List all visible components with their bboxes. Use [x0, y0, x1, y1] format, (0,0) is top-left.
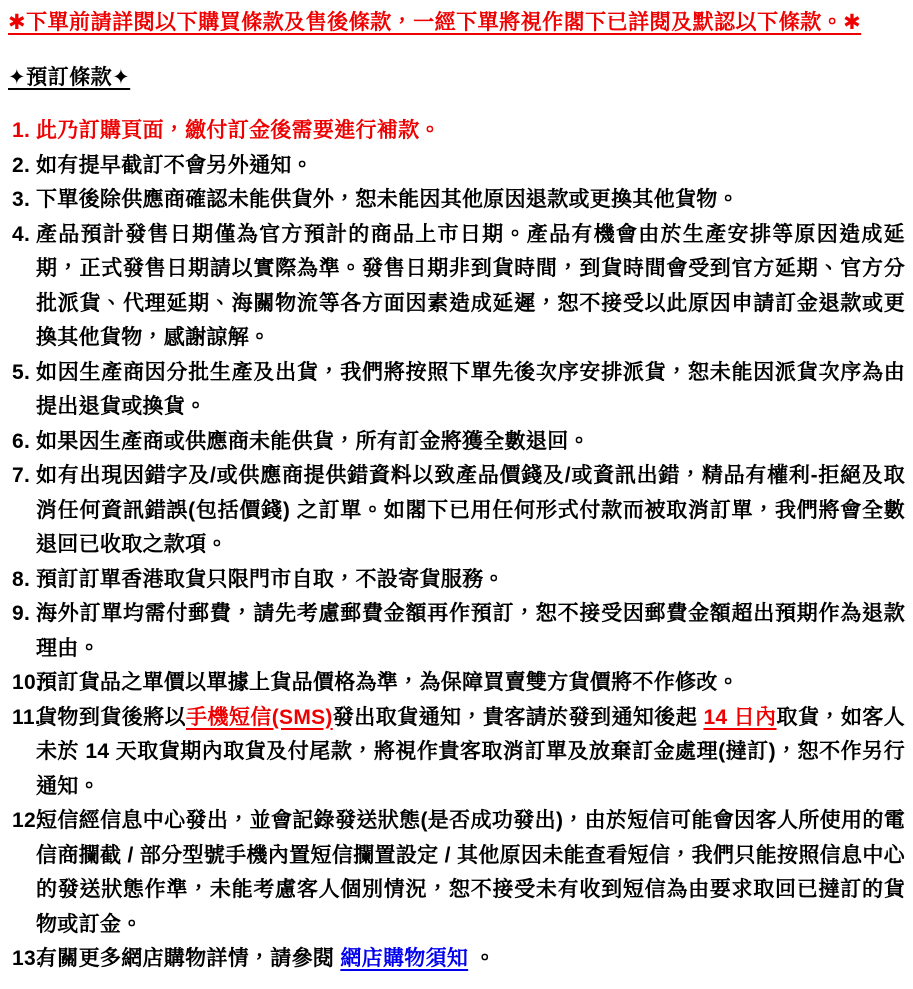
term-item	[8, 183, 905, 218]
term-text: 此乃訂購頁面，繳付訂金後需要進行補款。	[36, 119, 441, 142]
term-number: 13.	[12, 947, 43, 970]
term-text: 貨物到貨後將以	[36, 705, 187, 729]
store-shopping-notice-link[interactable]: 網店購物須知	[340, 947, 469, 970]
term-number: 4.	[12, 222, 31, 246]
term-number: 12.	[12, 809, 43, 832]
term-item	[8, 563, 905, 598]
term-number: 10.	[12, 671, 43, 694]
term-number: 6.	[12, 429, 31, 453]
term-text: 手機短信(SMS)	[186, 705, 333, 729]
term-number: 7.	[12, 464, 31, 487]
section-title-preorder-terms: ✦預訂條款✦	[8, 66, 131, 89]
term-item	[8, 942, 905, 977]
term-text: 。	[468, 947, 496, 970]
term-number: 5.	[12, 360, 31, 384]
terms-list	[8, 114, 905, 977]
term-item	[8, 597, 905, 666]
term-text: 預訂訂單香港取貨只限門市自取，不設寄貨服務。	[36, 567, 505, 591]
term-item	[8, 459, 905, 563]
term-text: 14 日內	[703, 705, 777, 729]
term-number: 2.	[12, 153, 31, 177]
term-number: 8.	[12, 567, 31, 591]
term-item	[8, 114, 905, 149]
term-text: 如因生產商因分批生產及出貨，我們將按照下單先後次序安排派貨，恕未能因派貨次序為由提出退貨或換貨。	[36, 360, 905, 418]
term-text: 如果因生產商或供應商未能供貨，所有訂金將獲全數退回。	[36, 429, 590, 453]
term-number: 11.	[12, 705, 41, 729]
pre-order-notice: ✱下單前請詳閱以下購買條款及售後條款，一經下單將視作閣下已詳閱及默認以下條款。✱	[8, 11, 862, 34]
term-text: 取貨，如客人未於 14 天取貨期內取貨及付尾款，將視作貴客取消訂單及放棄訂金處理(撻訂)，恕不作另行通知。	[36, 705, 905, 798]
term-number: 9.	[12, 602, 31, 625]
term-text: 如有出現因錯字及/或供應商提供錯資料以致產品價錢及/或資訊出錯，精品有權利-拒絕及取消任何資訊錯誤(包括價錢) 之訂單。如閣下已用任何形式付款而被取消訂單，我們將會全數退回已收取之款項。	[36, 464, 905, 556]
term-item	[8, 804, 905, 942]
term-item	[8, 425, 905, 460]
term-text: 預訂貨品之單價以單據上貨品價格為準，為保障買賣雙方貨價將不作修改。	[36, 671, 739, 694]
term-item	[8, 218, 905, 356]
term-number: 1.	[12, 119, 31, 142]
term-item	[8, 701, 905, 805]
term-text: 海外訂單均需付郵費，請先考慮郵費金額再作預訂，恕不接受因郵費金額超出預期作為退款理由。	[36, 602, 905, 660]
term-text: 下單後除供應商確認未能供貨外，恕未能因其他原因退款或更換其他貨物。	[36, 188, 739, 211]
term-number: 3.	[12, 188, 31, 211]
term-text: 如有提早截訂不會另外通知。	[36, 153, 313, 177]
term-item	[8, 149, 905, 184]
term-text: 有關更多網店購物詳情，請參閱	[36, 947, 341, 970]
term-item	[8, 666, 905, 701]
term-text: 發出取貨通知，貴客請於發到通知後起	[332, 705, 704, 729]
term-item	[8, 356, 905, 425]
term-text: 產品預計發售日期僅為官方預計的商品上市日期。產品有機會由於生產安排等原因造成延期，正式發售日期請以實際為準。發售日期非到貨時間，到貨時間會受到官方延期、官方分批派貨、代理延期、海關物流等各方面因素造成延遲，恕不接受以此原因申請訂金退款或更換其他貨物，感謝諒解。	[36, 222, 905, 349]
term-text: 短信經信息中心發出，並會記錄發送狀態(是否成功發出)，由於短信可能會因客人所使用的電信商攔截 / 部分型號手機內置短信攔置設定 / 其他原因未能查看短信，我們只能按照信息中心的發送狀態作準，未能考慮客人個別情況，恕不接受未有收到短信為由要求取回已撻訂的貨物或訂金。	[36, 809, 905, 936]
